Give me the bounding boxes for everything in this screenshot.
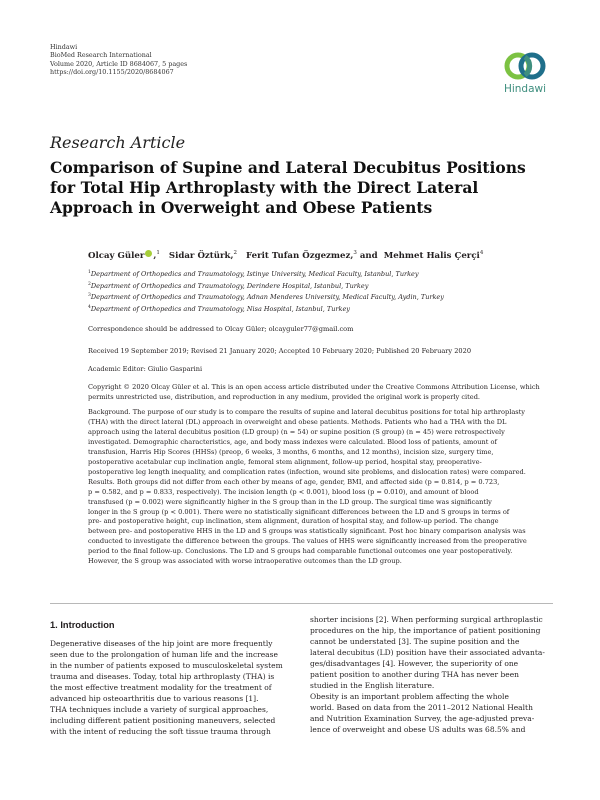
hindawi-logo [495,50,555,95]
journal-name: BioMed Research International [50,51,152,60]
body-line: seen due to the prolongation of human life and the increase [50,650,278,659]
logo-wordmark: Hindawi [503,83,547,95]
academic-editor: Academic Editor: Giulio Gasparini [88,365,203,373]
correspondence: Correspondence should be addressed to Olcay Güler; olcayguler77@gmail.com [88,325,354,333]
author-sup: 4 [479,250,484,257]
section-divider [50,603,553,604]
article-type: Research Article [50,133,186,152]
author-name: Mehmet Halis Çerçi [383,251,480,261]
author-name: Ferit Tufan Özgezmez [246,251,351,261]
affiliation-text: Department of Orthopedics and Traumatology, Istinye University, Medical Faculty, Istanbul, Turkey [90,270,419,279]
affiliation-text: Department of Orthopedics and Traumatology, Derindere Hospital, Istanbul, Turkey [90,281,369,290]
body-column-left [50,638,290,737]
journal-meta [50,43,187,77]
affiliation [88,268,444,280]
paper-title: Comparison of Supine and Lateral Decubitus Positions for Total Hip Arthroplasty with the Direct Lateral Approach in Overweight and Obese Patients [50,158,526,217]
affiliation [88,280,444,292]
affiliations [88,268,444,315]
author-sup: 1 [156,250,160,257]
body-line: Degenerative diseases of the hip joint are more frequently [50,639,273,648]
author-sup: 2 [233,250,238,257]
abstract-line: pre- and postoperative height, cup inclination, stem alignment, duration of hospital stay, and follow-up period. The change [88,517,499,526]
abstract-line: Background. The purpose of our study is to compare the results of supine and lateral decubitus positions for total hip arthroplasty [88,408,526,416]
body-line: THA techniques include a variety of surgical approaches, [50,705,269,714]
abstract-line: (THA) with the direct lateral (DL) approach in overweight and obese patients. Methods. Patients who had a THA with the DL [88,417,507,426]
orcid-icon[interactable] [145,250,152,257]
abstract-line: period to the final follow-up. Conclusions. The LD and S groups had comparable functional outcomes one year postoperatively. [88,547,513,556]
abstract-line: transfused (p = 0.002) were significantly higher in the S group than in the LD group. The surgical time was significantly [88,497,492,506]
abstract-line: between pre- and postoperative HHS in the LD and S groups was statistically significant. Post hoc binary comparison analysis was [88,527,526,536]
abstract-line: conducted to investigate the difference between the groups. The values of HHS were significantly increased from the preoperative [88,537,527,546]
author-sup: 3 [353,250,357,257]
body-line: patient position to another during THA has never been [310,670,519,679]
body-line: Obesity is an important problem affecting the whole [310,692,509,701]
author-list: Olcay Güler ,$^1$ Sidar Öztürk,$^2$ Ferit Tufan Özgezmez,$^3$ and Mehmet Halis Çerçi$^4$ [88,250,484,261]
body-line: trauma and diseases. Today, total hip arthroplasty (THA) is [50,672,275,681]
publisher-name: Hindawi [50,43,78,51]
body-column-right [310,614,550,735]
body-line: ges/disadvantages [4]. However, the superiority of one [310,659,519,668]
abstract-line: postoperative acetabular cup inclination angle, femoral stem alignment, follow-up period, hospital stay, preoperative- [88,457,482,466]
copyright-notice: Copyright © 2020 Olcay Güler et al. This is an open access article distributed under the Creative Commons Attribution License, which permits unrestricted use, distribution, and reproduction in any medium, provided the original work is properly cited. [88,383,540,401]
affiliation-sup: 1 [88,270,91,275]
body-line: in the number of patients exposed to musculoskeletal system [50,661,283,670]
body-line: lateral decubitus (LD) position have their associated advanta- [310,648,545,657]
abstract-line: transfusion, Harris Hip Scores (HHSs) (preop, 6 weeks, 3 months, 6 months, and 12 months), incision size, surgery time, [88,447,494,456]
volume-line: Volume 2020, Article ID 8684067, 5 pages [50,59,188,68]
abstract-line: p = 0.582, and p = 0.833, respectively). The incision length (p < 0.001), blood loss (p = 0.010), and amount of blood [88,487,479,496]
abstract [88,408,553,567]
body-line: world. Based on data from the 2011–2012 National Health [310,703,533,712]
abstract-line: longer in the S group (p < 0.001). There were no statistically significant differences between the LD and S groups in terms of [88,507,510,516]
affiliation-text: Department of Orthopedics and Traumatology, Nisa Hospital, Istanbul, Turkey [90,305,350,314]
body-line: cannot be understated [3]. The supine position and the [310,637,520,646]
affiliation [88,303,444,315]
body-line: lence of overweight and obese US adults was 68.5% and [310,725,526,734]
affiliation [88,291,444,303]
body-line: advanced hip osteoarthritis due to various reasons [1]. [50,694,259,703]
abstract-line: investigated. Demographic characteristics, age, and body mass indexes were calculated. Blood loss of patients, amount of [88,437,497,446]
author-name: Olcay Güler [88,251,145,261]
body-line: and Nutrition Examination Survey, the age-adjusted preva- [310,714,535,723]
abstract-line: approach using the lateral decubitus position (LD group) (n = 54) or supine position (S group) (n = 45) were retrospectively [88,427,505,436]
author-name: Sidar Öztürk [168,251,231,261]
publication-dates: Received 19 September 2019; Revised 21 January 2020; Accepted 10 February 2020; Published 20 February 2020 [88,347,472,355]
affiliation-text: Department of Orthopedics and Traumatology, Adnan Menderes University, Medical Faculty, Aydin, Turkey [90,293,444,302]
body-line: shorter incisions [2]. When performing surgical arthroplastic [310,615,543,624]
body-line: including different patient positioning maneuvers, selected [50,716,276,725]
body-line: with the intent of reducing the soft tissue trauma through [50,727,271,736]
abstract-line: postoperative leg length inequality, and complication rates (infection, wound site problems, and dislocation rates) were compared. [88,467,526,476]
affiliation-sup: 4 [88,304,91,310]
affiliation-sup: 3 [88,293,91,299]
section-heading: 1. Introduction [50,620,115,630]
doi-link[interactable]: https://doi.org/10.1155/2020/8684067 [50,68,174,77]
affiliation-sup: 2 [88,281,91,287]
body-line: studied in the English literature. [310,681,435,690]
body-line: the most effective treatment modality for the treatment of [50,683,272,692]
abstract-line: Results. Both groups did not differ from each other by means of age, gender, BMI, and affected side (p = 0.814, p = 0.723, [88,477,500,486]
body-line: procedures on the hip, the importance of patient positioning [310,626,541,635]
abstract-line: However, the S group was associated with worse intraoperative outcomes than the LD group. [88,557,402,566]
hindawi-logo-icon [504,50,546,82]
